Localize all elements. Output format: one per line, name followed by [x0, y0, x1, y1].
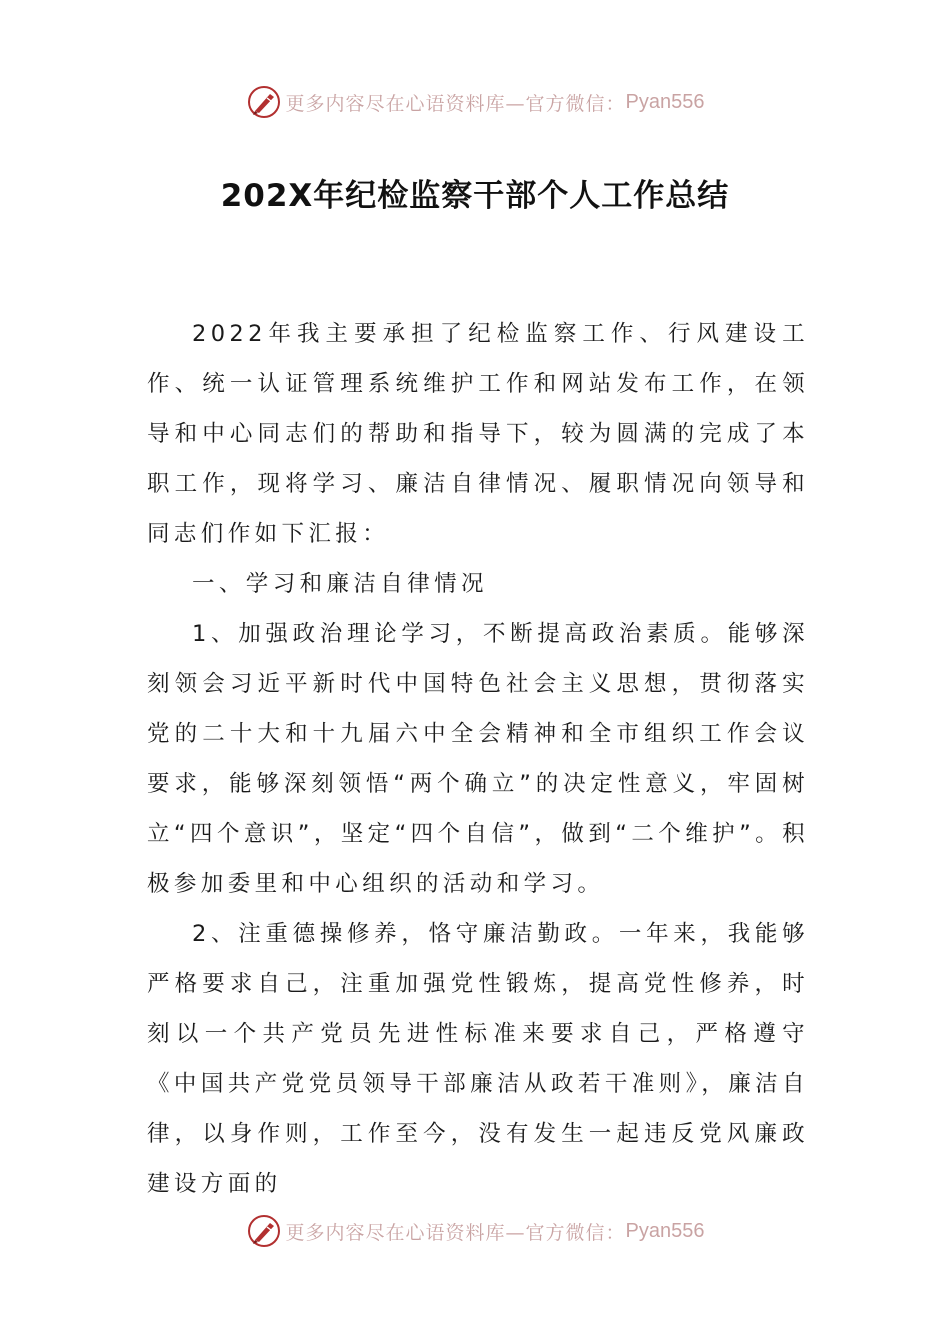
watermark-wechat-id-bottom: Pyan556	[625, 1219, 705, 1242]
document-title: 202X年纪检监察干部个人工作总结	[220, 178, 730, 214]
watermark-content	[246, 84, 705, 120]
pen-logo-icon	[246, 84, 282, 120]
watermark-wechat-id: Pyan556	[625, 90, 705, 113]
paragraph-study: 1、加强政治理论学习，不断提高政治素质。能够深刻领会习近平新时代中国特色社会主义思想，贯彻落实党的二十大和十九届六中全会精神和全市组织工作会议要求，能够深刻领悟“两个确立”的决定性意义，牢固树立“四个意识”，坚定“四个自信”，做到“二个维护”。积极参加委里和中心组织的活动和学习。	[147, 621, 809, 897]
watermark-banner-bottom	[0, 1211, 950, 1251]
watermark-banner-top	[0, 82, 950, 122]
pen-logo-icon	[246, 1213, 282, 1249]
watermark-content-bottom	[246, 1213, 705, 1249]
paragraph-integrity: 2、注重德操修养，恪守廉洁勤政。一年来，我能够严格要求自己，注重加强党性锻炼，提高党性修养，时刻以一个共产党员先进性标准来要求自己，严格遵守《中国共产党党员领导干部廉洁从政若干准则》，廉洁自律，以身作则，工作至今，没有发生一起违反党风廉政建设方面的	[147, 921, 809, 1197]
document-body	[147, 309, 809, 1209]
paragraph-intro: 2022年我主要承担了纪检监察工作、行风建设工作、统一认证管理系统维护工作和网站发布工作，在领导和中心同志们的帮助和指导下，较为圆满的完成了本职工作，现将学习、廉洁自律情况、履职情况向领导和同志们作如下汇报：	[147, 321, 809, 547]
section-heading: 一、学习和廉洁自律情况	[192, 571, 488, 597]
watermark-text-bottom: 更多内容尽在心语资料库—官方微信：	[285, 1221, 626, 1244]
watermark-text: 更多内容尽在心语资料库—官方微信：	[285, 92, 626, 115]
